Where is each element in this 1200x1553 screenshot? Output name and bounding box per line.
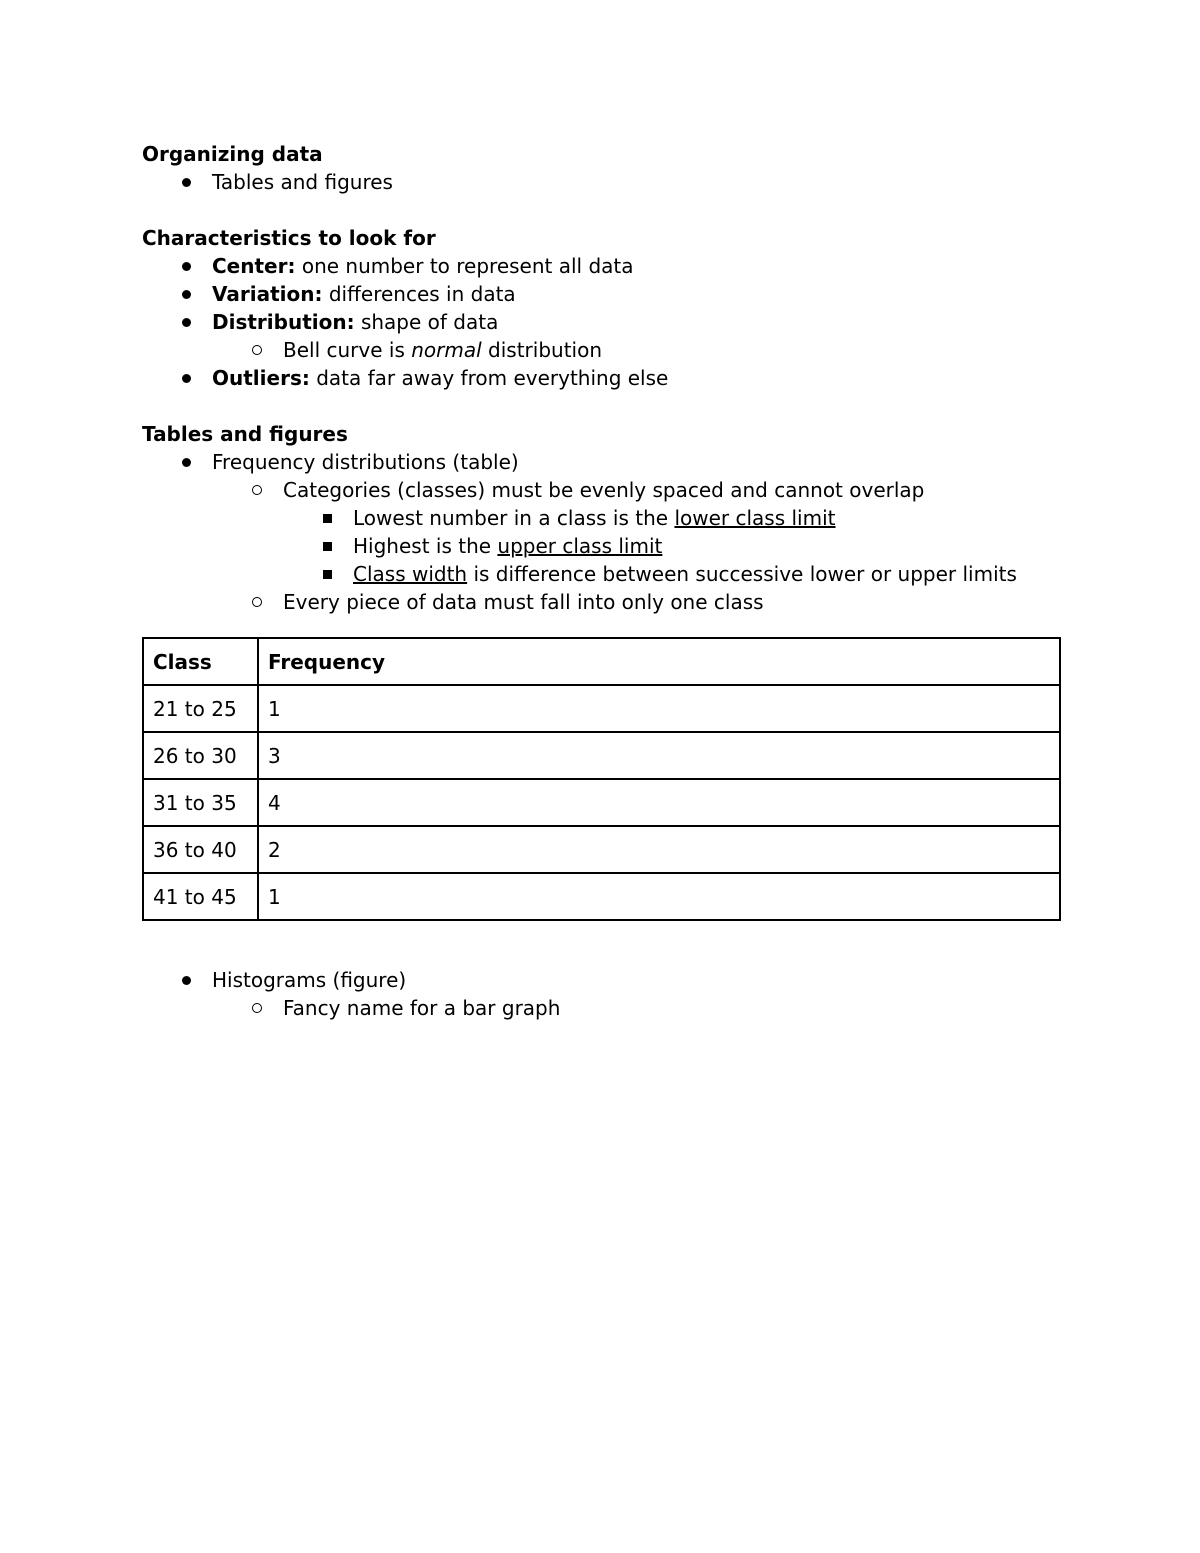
table-cell: 36 to 40 [143, 826, 258, 873]
frequency-table [142, 637, 1061, 921]
list-item-distribution: Distribution: shape of data [142, 308, 1082, 336]
table-row [143, 685, 1060, 732]
table-cell: 3 [258, 732, 1060, 779]
bullet-circle-icon [247, 336, 267, 364]
list-item-every-piece: Every piece of data must fall into only one class [142, 588, 1082, 616]
list-item: Tables and figures [142, 168, 1082, 196]
table-header-row [143, 638, 1060, 685]
list-item-bell-curve: Bell curve is normal distribution [142, 336, 1082, 364]
list-item-class-width: Class width is difference between successive lower or upper limits [142, 560, 1082, 588]
table-row [143, 732, 1060, 779]
bullet-circle-icon [247, 588, 267, 616]
bullet-dot-icon [176, 308, 196, 336]
table-cell: 4 [258, 779, 1060, 826]
bullet-square-icon [317, 504, 337, 532]
header-class: Class [143, 638, 258, 685]
bullet-dot-icon [176, 966, 196, 994]
notes-content [142, 140, 1082, 616]
list-item-highest: Highest is the upper class limit [142, 532, 1082, 560]
list-item-categories: Categories (classes) must be evenly spaced and cannot overlap [142, 476, 1082, 504]
table-row [143, 826, 1060, 873]
bullet-dot-icon [176, 448, 196, 476]
header-frequency: Frequency [258, 638, 1060, 685]
list-item-lowest: Lowest number in a class is the lower class limit [142, 504, 1082, 532]
list-item-frequency: Frequency distributions (table) [142, 448, 1082, 476]
characteristics-list [142, 252, 1082, 392]
table-row [143, 873, 1060, 920]
table-cell: 1 [258, 873, 1060, 920]
table-row [143, 779, 1060, 826]
list-item-histograms: Histograms (figure) [142, 966, 1082, 994]
list-item-center: Center: one number to represent all data [142, 252, 1082, 280]
histogram-notes [142, 966, 1082, 1022]
list-item-bar-graph: Fancy name for a bar graph [142, 994, 1082, 1022]
heading-characteristics: Characteristics to look for [142, 226, 436, 250]
heading-organizing-data: Organizing data [142, 142, 323, 166]
list-item-outliers: Outliers: data far away from everything else [142, 364, 1082, 392]
table-cell: 21 to 25 [143, 685, 258, 732]
table-cell: 41 to 45 [143, 873, 258, 920]
table-cell: 1 [258, 685, 1060, 732]
table-cell: 2 [258, 826, 1060, 873]
table-cell: 26 to 30 [143, 732, 258, 779]
bullet-circle-icon [247, 994, 267, 1022]
table-cell: 31 to 35 [143, 779, 258, 826]
tables-list [142, 448, 1082, 616]
organizing-list [142, 168, 1082, 196]
list-item-variation: Variation: differences in data [142, 280, 1082, 308]
bullet-dot-icon [176, 168, 196, 196]
heading-tables-figures: Tables and figures [142, 422, 348, 446]
bullet-dot-icon [176, 280, 196, 308]
bullet-circle-icon [247, 476, 267, 504]
bullet-square-icon [317, 560, 337, 588]
bullet-dot-icon [176, 252, 196, 280]
bullet-dot-icon [176, 364, 196, 392]
bullet-square-icon [317, 532, 337, 560]
histogram-list [142, 966, 1082, 1022]
